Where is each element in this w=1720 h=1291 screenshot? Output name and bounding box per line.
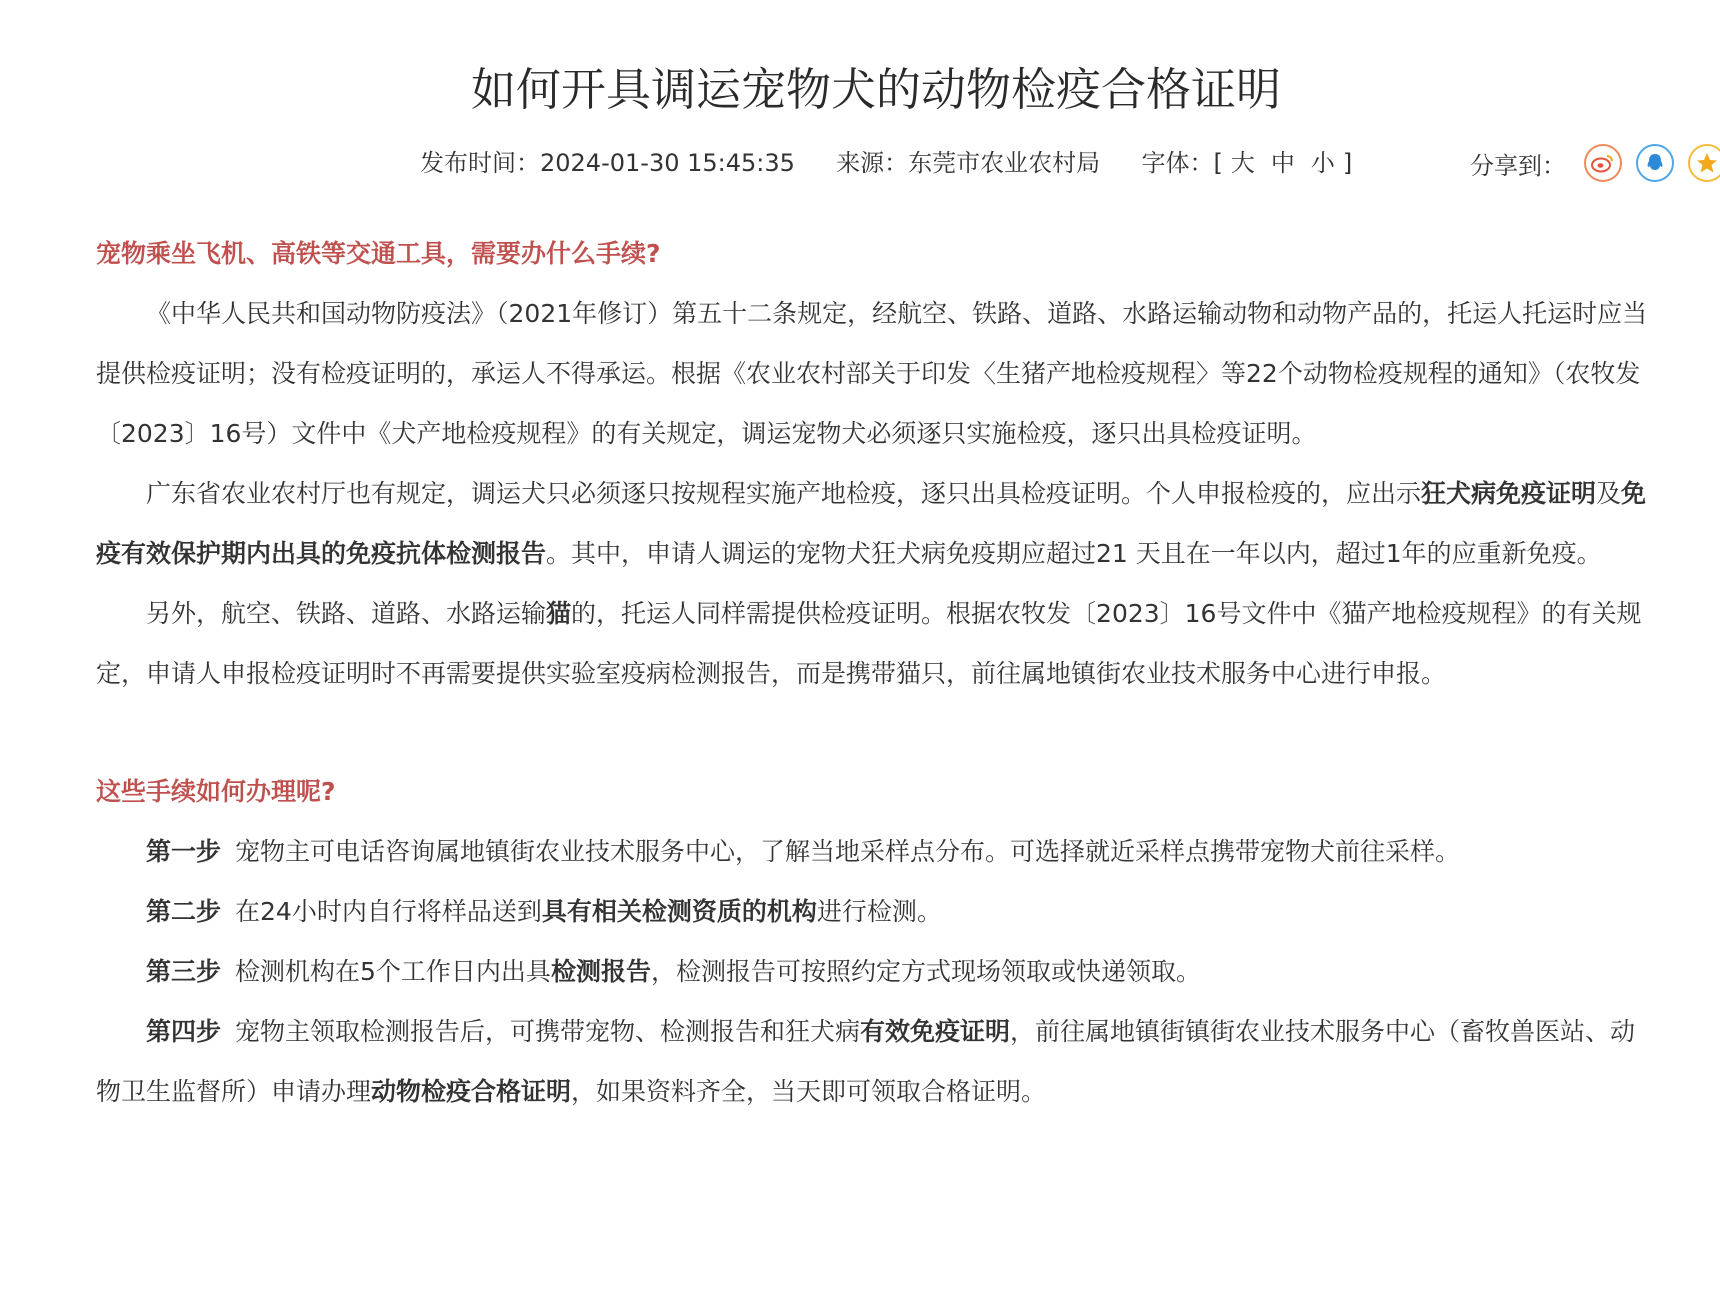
weibo-icon[interactable]: [1584, 144, 1622, 182]
text-run: ，如果资料齐全，当天即可领取合格证明。: [571, 1077, 1047, 1106]
text-run: ，检测报告可按照约定方式现场领取或快递领取。: [650, 957, 1201, 986]
font-size-bracket-close: ]: [1342, 149, 1353, 177]
section-heading-howto: 这些手续如何办理呢?: [96, 777, 336, 806]
qq-icon[interactable]: [1636, 144, 1674, 182]
paragraph-cats: [96, 584, 1651, 704]
text-run: 广东省农业农村厅也有规定，调运犬只必须逐只按规程实施产地检疫，逐只出具检疫证明。个人申报检疫的，应出示: [146, 479, 1422, 508]
step-number: 第一步: [146, 837, 222, 866]
step-number: 第三步: [146, 957, 222, 986]
font-size-bracket-open: [: [1213, 149, 1223, 177]
font-medium-button[interactable]: 中: [1270, 149, 1295, 177]
font-size-label: 字体：: [1141, 149, 1214, 177]
font-large-button[interactable]: 大: [1230, 149, 1255, 177]
bold-text: 猫: [546, 599, 572, 628]
text-run: 宠物主可电话咨询属地镇街农业技术服务中心，了解当地采样点分布。可选择就近采样点携带宠物犬前往采样。: [235, 837, 1461, 866]
text-run: 另外，航空、铁路、道路、水路运输: [146, 599, 547, 628]
text-run: 在24小时内自行将样品送到: [235, 897, 542, 926]
step-one: [96, 822, 1651, 882]
text-run: 宠物主领取检测报告后，可携带宠物、检测报告和狂犬病: [235, 1017, 861, 1046]
text-run: 进行检测。: [816, 897, 942, 926]
qzone-glyph: [1696, 152, 1718, 174]
publish-time: 2024-01-30 15:45:35: [540, 149, 795, 177]
bold-text: 检测报告: [550, 957, 651, 986]
source-name: 东莞市农业农村局: [908, 149, 1101, 177]
step-three: [96, 942, 1651, 1002]
weibo-glyph: [1591, 153, 1615, 173]
share-bar: [1470, 141, 1720, 185]
share-label: 分享到：: [1470, 151, 1566, 180]
qzone-icon[interactable]: [1688, 144, 1720, 182]
article-body: [96, 224, 1651, 1122]
publish-label: 发布时间：: [420, 149, 540, 177]
text-run: 及: [1596, 479, 1622, 508]
font-small-button[interactable]: 小: [1310, 149, 1335, 177]
bold-text: 狂犬病免疫证明: [1421, 479, 1597, 508]
text-run: 。其中，申请人调运的宠物犬狂犬病免疫期应超过21 天且在一年以内，超过1年的应重新免疫。: [546, 539, 1602, 568]
paragraph-law: 《中华人民共和国动物防疫法》（2021年修订）第五十二条规定，经航空、铁路、道路、水路运输动物和动物产品的，托运人托运时应当提供检疫证明；没有检疫证明的，承运人不得承运。根据《农业农村部关于印发〈生猪产地检疫规程〉等22个动物检疫规程的通知》（农牧发〔2023〕16号）文件中《犬产地检疫规程》的有关规定，调运宠物犬必须逐只实施检疫，逐只出具检疫证明。: [96, 299, 1648, 448]
step-four: [96, 1002, 1651, 1122]
page-title: 如何开具调运宠物犬的动物检疫合格证明: [470, 63, 1281, 117]
step-number: 第二步: [146, 897, 222, 926]
bold-text: 有效免疫证明: [860, 1017, 1011, 1046]
article-meta: [420, 143, 1352, 183]
bold-text: 免疫有效保护期内出具的免疫抗体检测报告: [96, 479, 1647, 568]
step-number: 第四步: [146, 1017, 222, 1046]
text-run: 的，托运人同样需提供检疫证明。根据农牧发〔2023〕16号文件中《猫产地检疫规程》的有关规定，申请人申报检疫证明时不再需要提供实验室疫病检测报告，而是携带猫只，前往属地镇街农业技术服务中心进行申报。: [96, 599, 1642, 688]
step-two: [96, 882, 1651, 942]
source-label: 来源：: [836, 149, 909, 177]
text-run: 检测机构在5个工作日内出具: [235, 957, 551, 986]
section-heading-procedures: 宠物乘坐飞机、高铁等交通工具，需要办什么手续?: [96, 239, 661, 268]
qq-glyph: [1645, 152, 1665, 174]
bold-text: 动物检疫合格证明: [371, 1077, 572, 1106]
paragraph-guangdong: [96, 464, 1651, 584]
bold-text: 具有相关检测资质的机构: [541, 897, 817, 926]
text-run: ，前往属地镇街镇街农业技术服务中心（畜牧兽医站、动物卫生监督所）申请办理: [96, 1017, 1636, 1106]
